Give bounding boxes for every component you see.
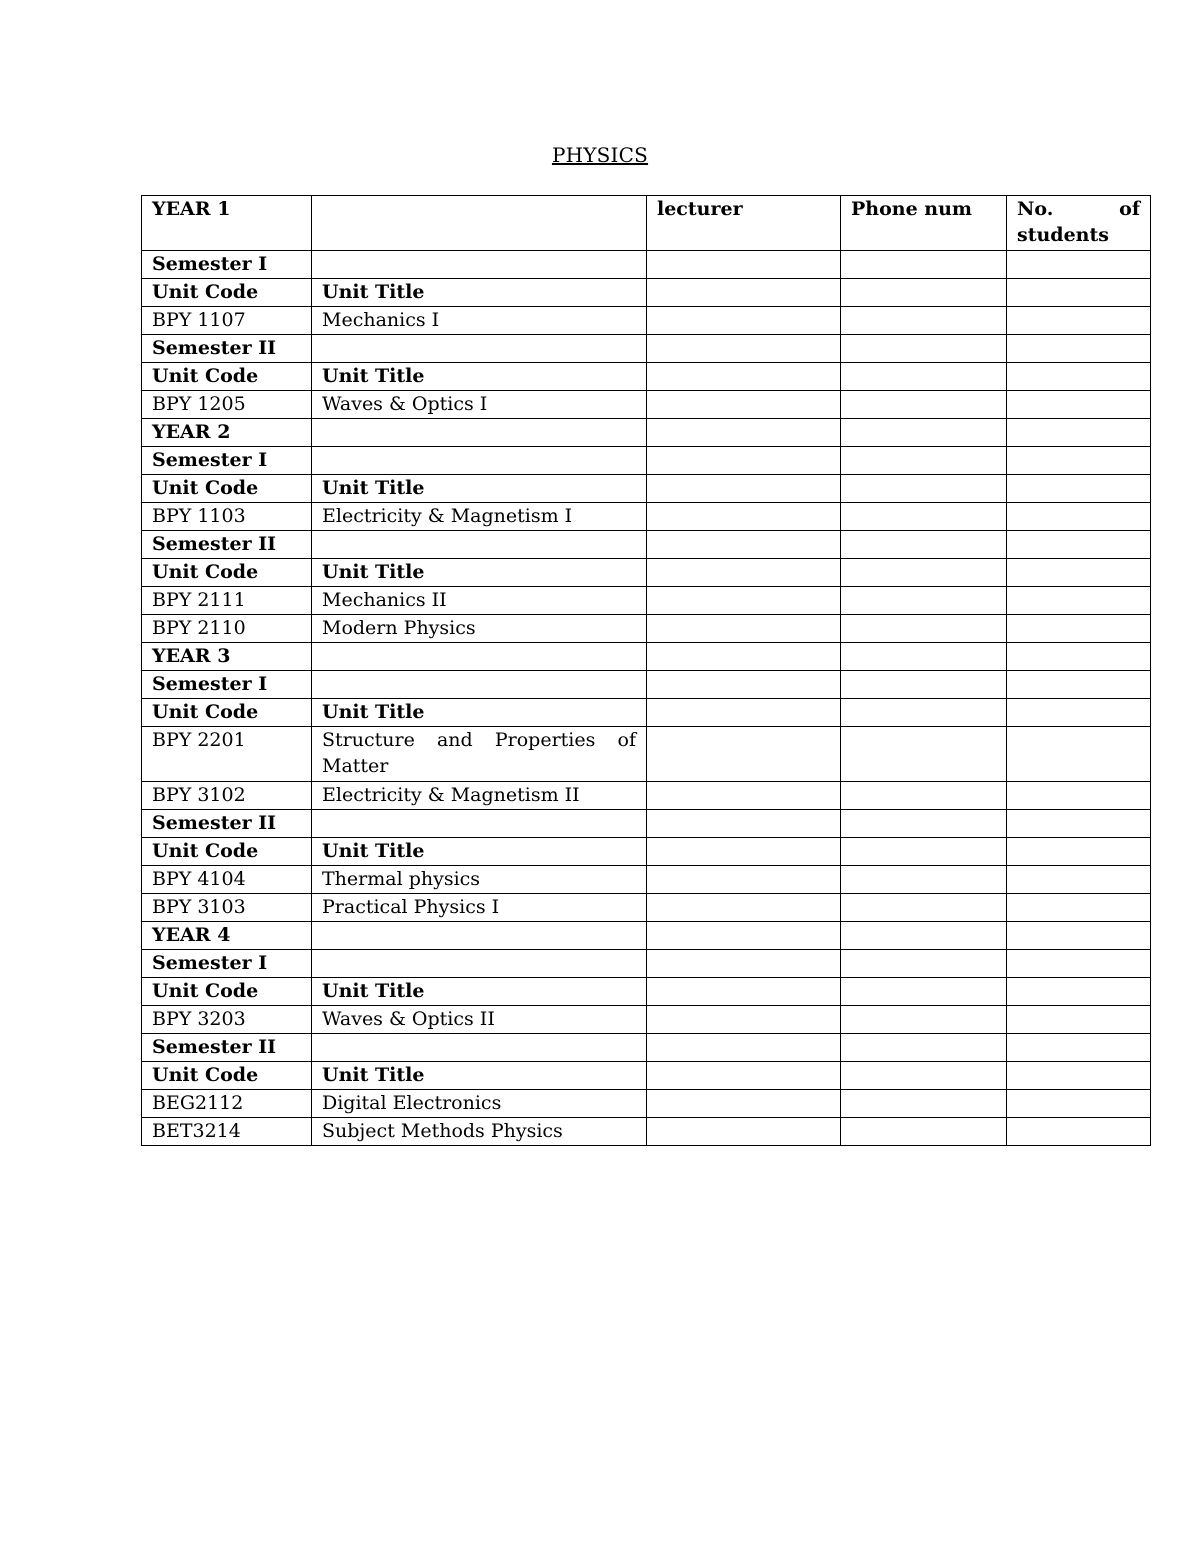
students-cell	[1007, 699, 1151, 727]
lecturer-cell	[647, 335, 841, 363]
unit-title-cell: Electricity & Magnetism II	[312, 782, 647, 810]
unit-title-cell	[312, 1034, 647, 1062]
students-cell	[1007, 1062, 1151, 1090]
unit-code-cell: Semester I	[142, 447, 312, 475]
unit-title-cell: Practical Physics I	[312, 894, 647, 922]
unit-code-cell: Unit Code	[142, 838, 312, 866]
phone-cell	[841, 335, 1007, 363]
lecturer-cell	[647, 419, 841, 447]
students-cell	[1007, 894, 1151, 922]
table-row	[142, 894, 1151, 922]
phone-cell	[841, 1062, 1007, 1090]
unit-code-cell: BPY 3102	[142, 782, 312, 810]
phone-cell	[841, 699, 1007, 727]
unit-code-cell: Unit Code	[142, 279, 312, 307]
lecturer-cell	[647, 1090, 841, 1118]
unit-code-cell: BET3214	[142, 1118, 312, 1146]
table-row	[142, 531, 1151, 559]
unit-title-cell	[312, 810, 647, 838]
students-cell	[1007, 503, 1151, 531]
unit-code-cell: Semester II	[142, 1034, 312, 1062]
lecturer-cell	[647, 1034, 841, 1062]
lecturer-cell	[647, 643, 841, 671]
unit-title-cell: Waves & Optics I	[312, 391, 647, 419]
lecturer-cell	[647, 391, 841, 419]
unit-code-cell: Semester II	[142, 531, 312, 559]
table-row	[142, 559, 1151, 587]
phone-cell	[841, 1034, 1007, 1062]
unit-code-cell: Unit Code	[142, 699, 312, 727]
table-row	[142, 475, 1151, 503]
lecturer-cell	[647, 727, 841, 782]
phone-cell	[841, 503, 1007, 531]
lecturer-cell	[647, 503, 841, 531]
table-row	[142, 307, 1151, 335]
unit-title-cell: Subject Methods Physics	[312, 1118, 647, 1146]
phone-cell	[841, 1006, 1007, 1034]
table-row	[142, 922, 1151, 950]
lecturer-cell	[647, 782, 841, 810]
unit-code-cell: Unit Code	[142, 978, 312, 1006]
table-row	[142, 782, 1151, 810]
unit-code-cell: Semester II	[142, 335, 312, 363]
students-cell	[1007, 1006, 1151, 1034]
table-row	[142, 1006, 1151, 1034]
students-cell	[1007, 307, 1151, 335]
students-cell	[1007, 251, 1151, 279]
students-cell	[1007, 727, 1151, 782]
phone-cell	[841, 894, 1007, 922]
phone-cell	[841, 559, 1007, 587]
phone-cell	[841, 671, 1007, 699]
students-cell	[1007, 950, 1151, 978]
unit-code-cell: Semester I	[142, 950, 312, 978]
students-cell	[1007, 475, 1151, 503]
header-students-cell	[1007, 196, 1151, 251]
lecturer-cell	[647, 866, 841, 894]
lecturer-cell	[647, 447, 841, 475]
unit-code-cell: Unit Code	[142, 1062, 312, 1090]
unit-code-cell: BPY 1205	[142, 391, 312, 419]
unit-title-cell: Unit Title	[312, 978, 647, 1006]
unit-title-cell: Unit Title	[312, 559, 647, 587]
lecturer-cell	[647, 1006, 841, 1034]
students-cell	[1007, 587, 1151, 615]
lecturer-cell	[647, 671, 841, 699]
lecturer-cell	[647, 615, 841, 643]
unit-code-cell: BEG2112	[142, 1090, 312, 1118]
unit-code-cell: Semester I	[142, 671, 312, 699]
lecturer-cell	[647, 559, 841, 587]
unit-title-cell	[312, 251, 647, 279]
header-lecturer-cell: lecturer	[647, 196, 841, 251]
lecturer-cell	[647, 251, 841, 279]
table-row	[142, 699, 1151, 727]
header-blank-cell	[312, 196, 647, 251]
students-cell	[1007, 419, 1151, 447]
unit-title-cell: Unit Title	[312, 838, 647, 866]
table-row	[142, 810, 1151, 838]
lecturer-cell	[647, 922, 841, 950]
lecturer-cell	[647, 475, 841, 503]
table-row	[142, 643, 1151, 671]
lecturer-cell	[647, 1062, 841, 1090]
unit-title-cell	[312, 419, 647, 447]
phone-cell	[841, 363, 1007, 391]
unit-code-cell: BPY 2111	[142, 587, 312, 615]
unit-title-cell	[312, 643, 647, 671]
unit-code-cell: Unit Code	[142, 559, 312, 587]
phone-cell	[841, 643, 1007, 671]
unit-title-cell: Unit Title	[312, 363, 647, 391]
students-cell	[1007, 335, 1151, 363]
students-cell	[1007, 615, 1151, 643]
students-cell	[1007, 866, 1151, 894]
table-row	[142, 950, 1151, 978]
unit-code-cell: Semester II	[142, 810, 312, 838]
phone-cell	[841, 419, 1007, 447]
phone-cell	[841, 391, 1007, 419]
unit-title-cell	[312, 671, 647, 699]
unit-title-cell: Unit Title	[312, 475, 647, 503]
lecturer-cell	[647, 978, 841, 1006]
table-row	[142, 1118, 1151, 1146]
phone-cell	[841, 810, 1007, 838]
students-cell	[1007, 447, 1151, 475]
table-row	[142, 1034, 1151, 1062]
table-row	[142, 727, 1151, 782]
students-cell	[1007, 531, 1151, 559]
unit-title-cell: Mechanics I	[312, 307, 647, 335]
unit-title-cell: Modern Physics	[312, 615, 647, 643]
phone-cell	[841, 615, 1007, 643]
header-phone-cell: Phone num	[841, 196, 1007, 251]
students-cell	[1007, 363, 1151, 391]
table-row	[142, 335, 1151, 363]
phone-cell	[841, 279, 1007, 307]
lecturer-cell	[647, 363, 841, 391]
lecturer-cell	[647, 531, 841, 559]
lecturer-cell	[647, 307, 841, 335]
unit-code-cell: Unit Code	[142, 363, 312, 391]
students-cell	[1007, 391, 1151, 419]
table-row	[142, 1062, 1151, 1090]
unit-title-cell: Unit Title	[312, 279, 647, 307]
table-row	[142, 866, 1151, 894]
table-row	[142, 447, 1151, 475]
unit-title-cell: Thermal physics	[312, 866, 647, 894]
unit-code-cell: YEAR 3	[142, 643, 312, 671]
page-title: PHYSICS	[551, 143, 649, 167]
course-table	[141, 195, 1151, 1146]
unit-title-cell	[312, 950, 647, 978]
table-row	[142, 615, 1151, 643]
lecturer-cell	[647, 279, 841, 307]
unit-code-cell: YEAR 4	[142, 922, 312, 950]
phone-cell	[841, 1090, 1007, 1118]
lecturer-cell	[647, 838, 841, 866]
table-row	[142, 419, 1151, 447]
unit-code-cell: BPY 1103	[142, 503, 312, 531]
unit-code-cell: BPY 1107	[142, 307, 312, 335]
lecturer-cell	[647, 894, 841, 922]
table-row	[142, 1090, 1151, 1118]
header-year-cell: YEAR 1	[142, 196, 312, 251]
header-students-word-3: students	[1017, 224, 1109, 246]
students-cell	[1007, 782, 1151, 810]
unit-code-cell: BPY 3203	[142, 1006, 312, 1034]
students-cell	[1007, 978, 1151, 1006]
table-row	[142, 587, 1151, 615]
table-row	[142, 391, 1151, 419]
students-cell	[1007, 559, 1151, 587]
table-row	[142, 279, 1151, 307]
phone-cell	[841, 251, 1007, 279]
students-cell	[1007, 1034, 1151, 1062]
table-header-row	[142, 196, 1151, 251]
students-cell	[1007, 279, 1151, 307]
phone-cell	[841, 978, 1007, 1006]
phone-cell	[841, 866, 1007, 894]
phone-cell	[841, 475, 1007, 503]
phone-cell	[841, 838, 1007, 866]
unit-code-cell: BPY 2201	[142, 727, 312, 782]
phone-cell	[841, 447, 1007, 475]
students-cell	[1007, 643, 1151, 671]
lecturer-cell	[647, 587, 841, 615]
students-cell	[1007, 1090, 1151, 1118]
students-cell	[1007, 810, 1151, 838]
phone-cell	[841, 531, 1007, 559]
phone-cell	[841, 307, 1007, 335]
lecturer-cell	[647, 950, 841, 978]
table-row	[142, 251, 1151, 279]
phone-cell	[841, 587, 1007, 615]
unit-title-cell: Digital Electronics	[312, 1090, 647, 1118]
unit-title-cell: Structure and Properties of Matter	[312, 727, 647, 782]
unit-title-cell: Mechanics II	[312, 587, 647, 615]
lecturer-cell	[647, 810, 841, 838]
phone-cell	[841, 950, 1007, 978]
students-cell	[1007, 671, 1151, 699]
lecturer-cell	[647, 699, 841, 727]
unit-code-cell: Semester I	[142, 251, 312, 279]
phone-cell	[841, 782, 1007, 810]
table-row	[142, 363, 1151, 391]
unit-title-cell: Waves & Optics II	[312, 1006, 647, 1034]
students-cell	[1007, 1118, 1151, 1146]
lecturer-cell	[647, 1118, 841, 1146]
table-row	[142, 838, 1151, 866]
unit-code-cell: BPY 3103	[142, 894, 312, 922]
header-students-word-2: of	[1119, 198, 1140, 220]
unit-code-cell: YEAR 2	[142, 419, 312, 447]
phone-cell	[841, 1118, 1007, 1146]
unit-title-cell	[312, 447, 647, 475]
unit-title-cell: Unit Title	[312, 699, 647, 727]
unit-title-cell: Electricity & Magnetism I	[312, 503, 647, 531]
unit-code-cell: Unit Code	[142, 475, 312, 503]
unit-title-cell	[312, 531, 647, 559]
students-cell	[1007, 922, 1151, 950]
unit-code-cell: BPY 4104	[142, 866, 312, 894]
table-row	[142, 978, 1151, 1006]
unit-code-cell: BPY 2110	[142, 615, 312, 643]
students-cell	[1007, 838, 1151, 866]
unit-title-cell	[312, 922, 647, 950]
phone-cell	[841, 727, 1007, 782]
phone-cell	[841, 922, 1007, 950]
header-students-word-1: No.	[1017, 198, 1054, 220]
unit-title-cell: Unit Title	[312, 1062, 647, 1090]
table-row	[142, 503, 1151, 531]
table-row	[142, 671, 1151, 699]
unit-title-cell	[312, 335, 647, 363]
